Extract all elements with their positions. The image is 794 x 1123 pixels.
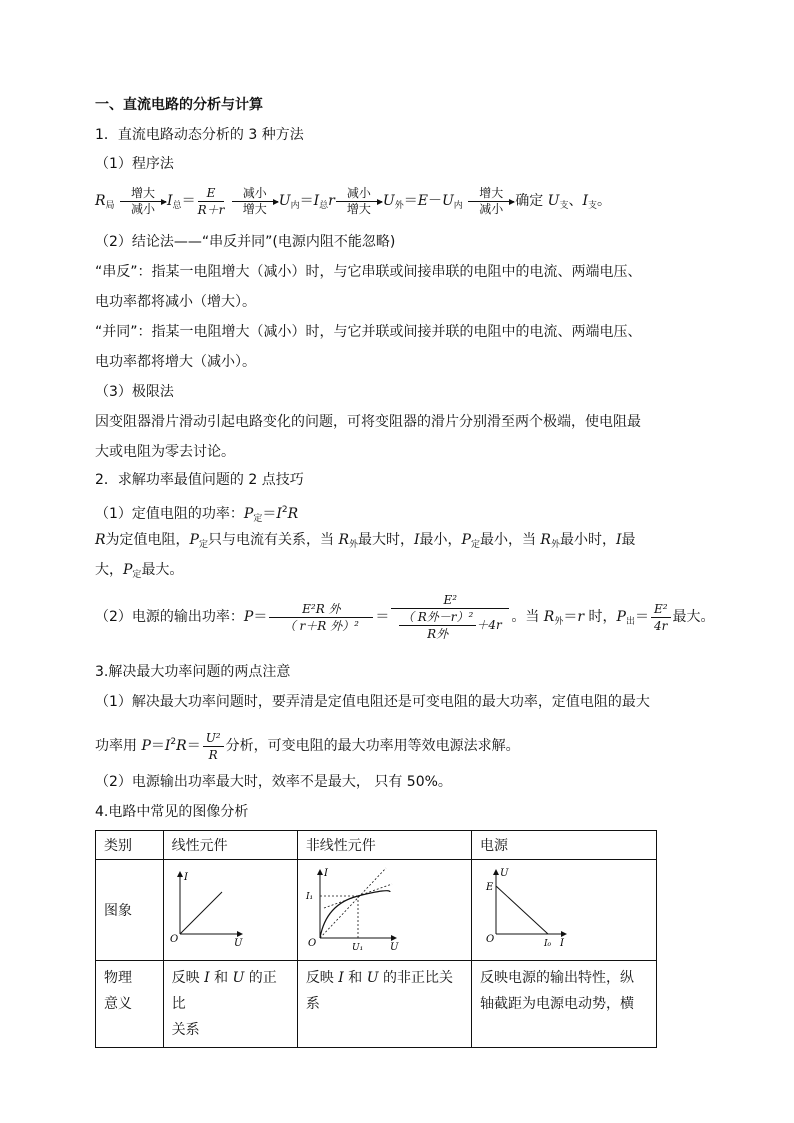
paragraph-line: 因变阻器滑片滑动引起电路变化的问题，可将变阻器的滑片分别滑至两个极端，使电阻最 (95, 414, 641, 430)
nonlinear-iu-graph (300, 862, 460, 954)
arrow-1: 增大 减小 (120, 186, 166, 217)
var-r: R (176, 738, 187, 754)
paragraph-line: 电功率都将增大（减小）。 (95, 354, 256, 370)
table-header-cell: 电源 (472, 831, 657, 860)
var-i-total: I (313, 193, 320, 209)
equals: ＝ (375, 609, 390, 625)
var-i: I (414, 532, 420, 548)
equals: ＝ (299, 193, 314, 209)
subsection-title-1: 1．直流电路动态分析的 3 种方法 (95, 127, 304, 143)
table-row (96, 961, 657, 1048)
text: 最大。 (672, 609, 715, 625)
method-2-title: （2）结论法——“串反并同”(电源内阻不能忽略) (95, 234, 396, 250)
output-power-formula (95, 592, 715, 644)
origin-label: O (486, 934, 495, 945)
table-row (96, 860, 657, 961)
e-label: E (486, 882, 494, 893)
equals: ＝ (186, 738, 201, 754)
var-p: P (189, 532, 199, 548)
row-label-line: 意义 (104, 996, 132, 1012)
text: 最 (621, 532, 636, 548)
var-p: P (123, 562, 133, 578)
nonlinear-curve (320, 891, 390, 938)
source-line (496, 886, 548, 934)
chain-tail-text: 确定 (515, 193, 544, 209)
sup-2: 2 (170, 737, 177, 747)
var-i: I (276, 506, 282, 522)
text: 最小，当 (479, 532, 541, 548)
sub: 外 (550, 540, 560, 550)
var-u-out: U (382, 193, 395, 209)
table-cell: 反映 I 和 U 的非正比关 系 (297, 961, 471, 1048)
y-label: U (500, 868, 509, 879)
equals: ＝ (403, 193, 418, 209)
var-r: r (577, 609, 585, 625)
comma: 、 (568, 193, 583, 209)
var-u-branch: U (547, 193, 560, 209)
var-u-in: U (278, 193, 291, 209)
i0-label: I₀ (544, 939, 552, 949)
paragraph-line (95, 530, 636, 555)
table-header-cell: 非线性元件 (297, 831, 471, 860)
text: 分析，可变电阻的最大功率用等效电源法求解。 (225, 738, 520, 754)
text: 最大。 (141, 562, 184, 578)
subsection-title-2: 2．求解功率最值问题的 2 点技巧 (95, 472, 304, 488)
paragraph-line: 电功率都将减小（增大）。 (95, 294, 256, 310)
sub: 外 (348, 540, 358, 550)
linear-graph-cell (163, 860, 297, 961)
paragraph-line: （2）电源输出功率最大时，效率不是最大， 只有 50%。 (95, 774, 452, 790)
text: 只与电流有关系，当 (207, 532, 339, 548)
table-cell: 反映 I 和 U 的正比 关系 (163, 961, 297, 1048)
row-label-line: 物理 (104, 970, 132, 986)
nonlinear-graph-cell (297, 860, 471, 961)
fraction-3: $\frac{\text{E²}}{4r}$ (651, 601, 671, 634)
var-p: P (243, 506, 254, 522)
var-i: I (615, 532, 622, 548)
paragraph-line: （1）解决最大功率问题时，要弄清是定值电阻还是可变电阻的最大功率，定值电阻的最大 (95, 694, 650, 710)
minus: － (427, 193, 442, 209)
sub-ding: 定 (253, 514, 263, 524)
row-label (96, 961, 164, 1048)
var-i: I (164, 738, 171, 754)
sub-zhi: 支 (559, 201, 569, 211)
x-label: U (233, 938, 243, 949)
text: （2）电源的输出功率： (95, 609, 244, 625)
origin-label: O (169, 934, 178, 945)
fraction-e-over-r: $\frac{E}{R+r}$ (197, 185, 225, 217)
var-r: R (540, 532, 551, 548)
sub-zhi: 支 (588, 201, 598, 211)
row-label: 图象 (96, 860, 164, 961)
text: 功率用 (95, 738, 142, 754)
var-r: R (338, 532, 349, 548)
var-r: R (543, 609, 555, 625)
y-label: I (183, 872, 188, 883)
source-graph-cell (472, 860, 657, 961)
x-label: I (560, 938, 564, 949)
sub-nei: 内 (453, 201, 463, 211)
var-r-internal: r (328, 193, 335, 209)
fraction-u2-over-r: $\frac{\text{U²}}{R}$ (203, 730, 224, 763)
u1-label: U₁ (351, 943, 364, 953)
max-power-formula-line (95, 722, 520, 766)
var-i-total: I (167, 193, 173, 209)
table-header-cell: 类别 (96, 831, 164, 860)
subsection-title-4: 4.电路中常见的图像分析 (95, 804, 249, 820)
fraction-1: $\frac{\text{E²R 外}}{\text{（ r＋R 外）²}}$ (269, 601, 373, 634)
linear-line (180, 892, 222, 934)
table-cell: 反映电源的输出特性，纵 轴截距为电源电动势，横 (472, 961, 657, 1048)
table-header-row (96, 831, 657, 860)
paragraph-line: 大或电阻为零去讨论。 (95, 444, 235, 460)
sub-wai: 外 (394, 201, 404, 211)
procedure-chain-formula (95, 184, 611, 223)
var-p: P (243, 609, 254, 625)
equals: ＝ (181, 193, 196, 209)
var-r: R (95, 193, 106, 209)
x-label: U (389, 942, 399, 953)
method-1-title: （1）程序法 (95, 156, 174, 172)
period: 。 (597, 193, 612, 209)
secant-line (320, 868, 386, 938)
arrow-2: 减小 增大 (232, 186, 278, 217)
paragraph-line: “串反”：指某一电阻增大（减小）时，与它串联或间接串联的电阻中的电流、两端电压、 (95, 264, 642, 280)
arrow-4: 增大 减小 (468, 186, 514, 217)
sub-zong: 总 (172, 201, 182, 211)
equals: ＝ (150, 738, 165, 754)
var-r: R (95, 532, 106, 548)
fraction-2: E² $\frac{\text{（ R外－r）²}}{\text{R外}}$ ＋4r (391, 592, 509, 642)
origin-label: O (307, 938, 317, 949)
paragraph-line (95, 560, 183, 585)
var-e: E (417, 193, 428, 209)
equals: ＝ (634, 609, 649, 625)
text: 时， (584, 609, 617, 625)
text: 最小时， (559, 532, 616, 548)
graph-analysis-table (95, 830, 657, 1048)
paragraph-line: “并同”：指某一电阻增大（减小）时，与它并联或间接并联的电阻中的电流、两端电压、 (95, 324, 642, 340)
sub-nei: 内 (290, 201, 300, 211)
var-r: R (287, 506, 299, 522)
sub: 定 (198, 540, 208, 550)
text: 最小， (419, 532, 462, 548)
text: 。当 (511, 609, 544, 625)
arrow-3: 减小 增大 (336, 186, 382, 217)
text: （1）定值电阻的功率： (95, 506, 244, 522)
section-heading: 一、直流电路的分析与计算 (95, 97, 263, 113)
sup-2: 2 (281, 505, 288, 515)
text: 为定值电阻， (105, 532, 190, 548)
var-p: P (616, 609, 626, 625)
var-p: P (141, 738, 151, 754)
table-header-cell: 线性元件 (163, 831, 297, 860)
i1-label: I₁ (305, 892, 313, 902)
text: 最大时， (358, 532, 414, 548)
fixed-resistor-power-line (95, 500, 298, 529)
y-label: I (323, 868, 328, 879)
sub: 出 (625, 617, 635, 627)
linear-iu-graph (166, 862, 286, 954)
text: 大， (95, 562, 123, 578)
sub-zong: 总 (319, 201, 329, 211)
sub: 定 (132, 570, 142, 580)
sub-ju: 局 (105, 201, 115, 211)
var-u-in: U (441, 193, 454, 209)
method-3-title: （3）极限法 (95, 384, 174, 400)
sub: 定 (470, 540, 480, 550)
equals: ＝ (262, 506, 277, 522)
var-p: P (461, 532, 471, 548)
subsection-title-3: 3.解决最大功率问题的两点注意 (95, 664, 291, 680)
equals: ＝ (563, 609, 578, 625)
var-i-branch: I (582, 193, 589, 209)
source-ui-graph (474, 862, 654, 954)
sub: 外 (554, 617, 564, 627)
equals: ＝ (253, 609, 268, 625)
